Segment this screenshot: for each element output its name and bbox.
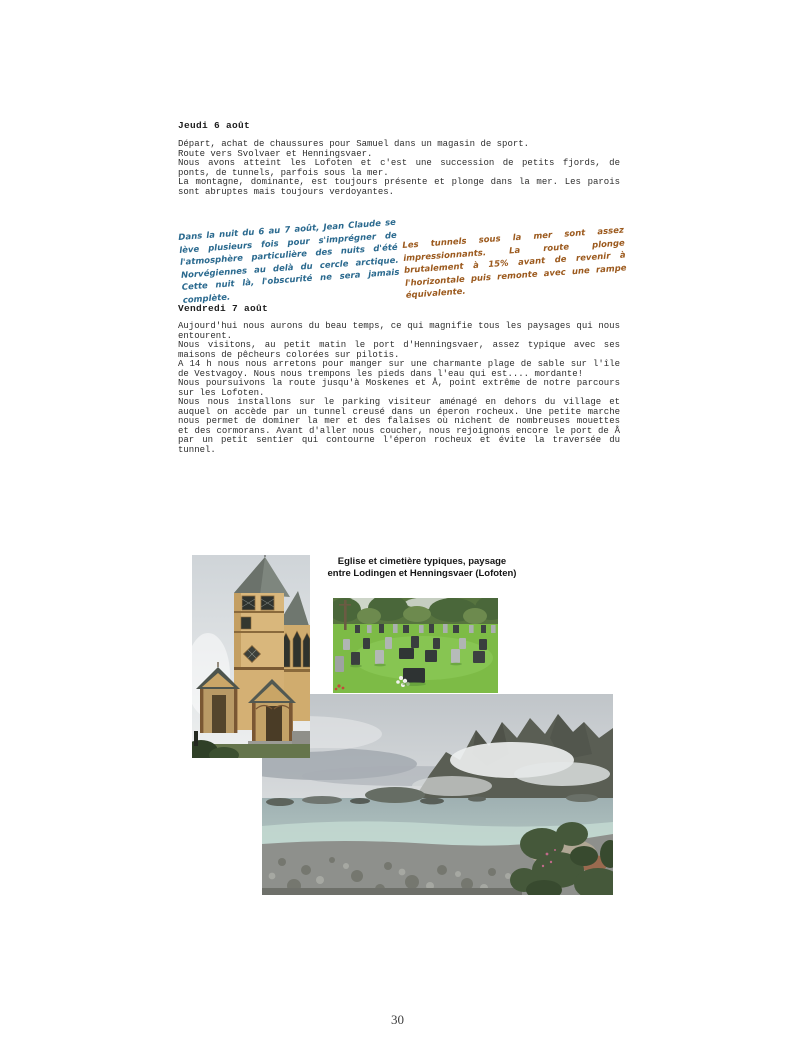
day-heading-vendredi: Vendredi 7 août [178, 303, 269, 314]
handwritten-note-tunnels: Les tunnels sous la mer sont assez impressionnants. La route plonge brutalement à 15% avant de revenir à l'horizontale puis remonte avec une rampe équivalente. [402, 225, 627, 301]
journal-paragraph: Route vers Svolvaer et Henningsvaer. [178, 148, 373, 159]
journal-paragraph: Départ, achat de chaussures pour Samuel dans un magasin de sport. [178, 139, 530, 149]
handwritten-note-night: Dans la nuit du 6 au 7 août, Jean Claude se lève plusieurs fois pour s'imprégner de l'atmosphère particulière des nuits d'été Norvégiennes au delà du cercle arctique. Cette nuit là, l'obscurité ne sera jamais complète. [178, 217, 400, 306]
journal-paragraph: La montagne, dominante, est toujours présente et plonge dans la mer. Les parois sont abruptes mais toujours verdoyantes. [178, 177, 620, 197]
photo-caption-line1: Eglise et cimetière typiques, paysage [337, 556, 507, 567]
jeudi-paragraphs [178, 140, 620, 197]
photo-caption [308, 556, 536, 579]
day-heading-jeudi: Jeudi 6 août [178, 120, 251, 131]
page-number: 30 [391, 1012, 404, 1027]
journal-paragraph: Nous avons atteint les Lofoten et c'est une succession de petits fjords, de ponts, de tunnels, parfois sous la mer. [178, 158, 620, 178]
journal-paragraph: Nous visitons, au petit matin le port d'Henningsvaer, assez typique avec ses maisons de pêcheurs colorées sur pilotis. [178, 340, 620, 360]
cemetery-photo [333, 598, 498, 693]
journal-paragraph: Nous poursuivons la route jusqu'à Moskenes et Å, point extrême de notre parcours sur les Lofoten. [178, 378, 620, 398]
photo-caption-line2: entre Lodingen et Henningsvaer (Lofoten) [327, 567, 517, 579]
journal-paragraph: Nous nous installons sur le parking visiteur aménagé en dehors du village et auquel on accède par un tunnel creusé dans un éperon rocheux. Une petite marche nous permet de dominer la mer et des falaises où nichent de nombreuses mouettes et des cormorans. Avant d'aller nous coucher, nous rejoignons encore le port de Å par un petit sentier qui contourne l'éperon rocheux et évite la traversée du tunnel. [178, 397, 620, 455]
journal-paragraph: A 14 h nous nous arretons pour manger sur une charmante plage de sable sur l'île de Vestvagoy. Nous nous trempons les pieds dans l'eau qui est.... mordante! [178, 359, 620, 379]
journal-paragraph: Aujourd'hui nous aurons du beau temps, ce qui magnifie tous les paysages qui nous entourent. [178, 321, 620, 341]
vendredi-paragraphs [178, 322, 620, 455]
church-photo [192, 555, 310, 758]
fjord-landscape-photo [262, 694, 613, 895]
